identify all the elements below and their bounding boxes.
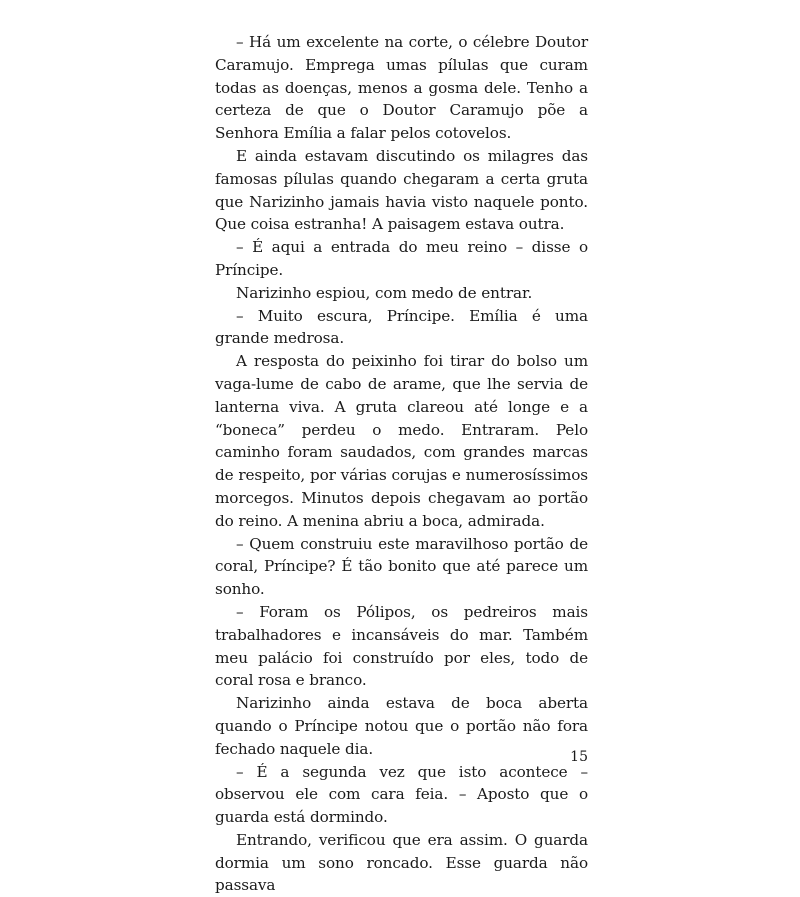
paragraph: Entrando, verificou que era assim. O guarda dormia um sono roncado. Esse guarda não passava [215,830,588,895]
paragraph: – Há um excelente na corte, o célebre Doutor Caramujo. Emprega umas pílulas que curam todas as doenças, menos a gosma dele. Tenho a certeza de que o Doutor Caramujo põe a Senhora Emília a falar pelos cotovelos. [215,33,588,143]
paragraph: E ainda estavam discutindo os milagres das famosas pílulas quando chegaram a certa gruta que Narizinho jamais havia visto naquele ponto. Que coisa estranha! A paisagem estava outra. [215,146,588,234]
body-text [215,31,588,897]
paragraph: – Muito escura, Príncipe. Emília é uma grande medrosa. [215,306,588,348]
paragraph: – É a segunda vez que isto acontece – observou ele com cara feia. – Aposto que o guarda está dormindo. [215,762,588,827]
paragraph: – É aqui a entrada do meu reino – disse o Príncipe. [215,238,588,279]
paragraph: A resposta do peixinho foi tirar do bolso um vaga-lume de cabo de arame, que lhe servia de lanterna viva. A gruta clareou até longe e a “boneca” perdeu o medo. Entraram. Pelo caminho foram saudados, com grandes marcas de respeito, por várias corujas e numerosíssimos morcegos. Minutos depois chegavam ao portão do reino. A menina abriu a boca, admirada. [215,352,588,530]
paragraph: Narizinho ainda estava de boca aberta quando o Príncipe notou que o portão não fora fechado naquele dia. [215,694,588,758]
page-number: 15 [570,749,588,765]
paragraph: – Quem construiu este maravilhoso portão de coral, Príncipe? É tão bonito que até parece um sonho. [215,534,588,599]
paragraph: Narizinho espiou, com medo de entrar. [236,283,533,302]
paragraph: – Foram os Pólipos, os pedreiros mais trabalhadores e incansáveis do mar. Também meu palácio foi construído por eles, todo de coral rosa e branco. [215,602,588,690]
